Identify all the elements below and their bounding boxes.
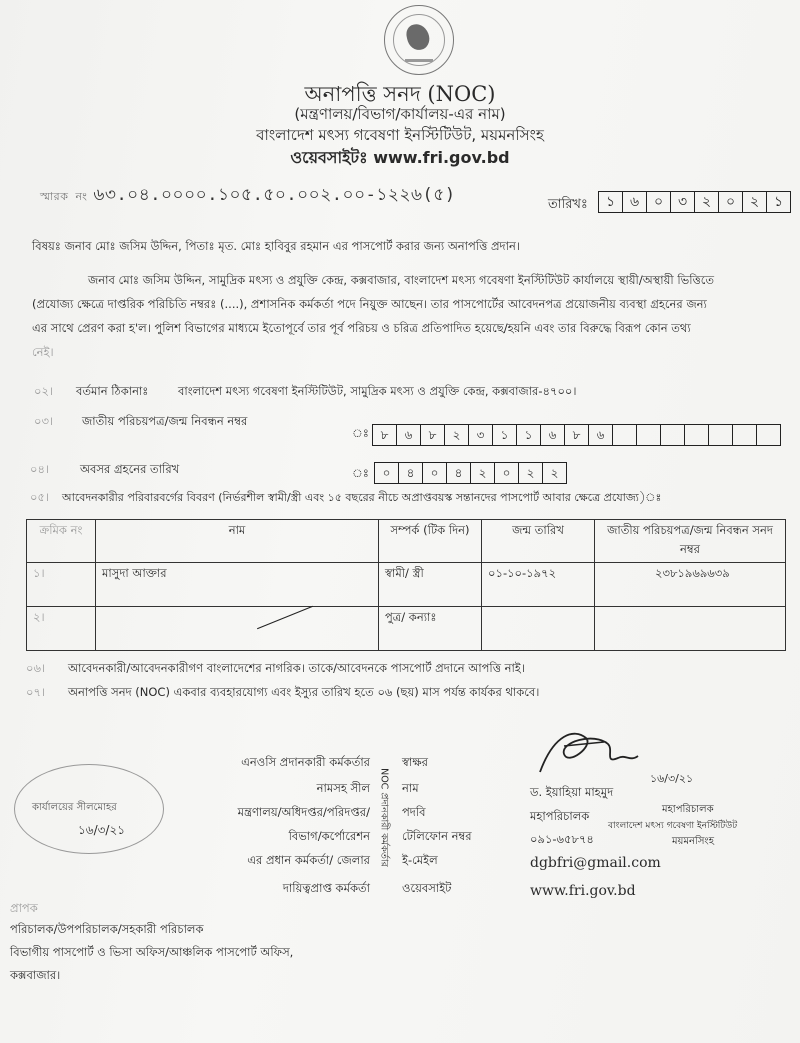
institute-website: ওয়েবসাইটঃ www.fri.gov.bd <box>290 148 510 167</box>
nid-digit-box: ৮ <box>373 425 397 445</box>
signer-line-3: মন্ত্রণালয়/অধিদপ্তর/পরিদপ্তর/ <box>237 805 370 819</box>
nid-digit-box <box>685 425 709 445</box>
family-label: আবেদনকারীর পরিবারবর্গের বিবরণ (নির্ভরশীল স্বামী/স্ত্রী এবং ১৫ বছরের নীচে অপ্রাপ্তবয়স্ক সন্তানদের পাসপোর্ট আবার ক্ষেত্রে প্রযোজ্য)ঃ <box>62 491 662 504</box>
field-designation: পদবি <box>402 805 426 819</box>
col-dob: জন্ম তারিখ <box>482 520 595 563</box>
official-stamp-line-3: ময়মনসিংহ <box>672 836 714 847</box>
retirement-digit-box: ২ <box>550 466 559 480</box>
item-4-number: ০৪। <box>30 462 50 476</box>
date-digit-box: ৩ <box>671 192 695 212</box>
nid-digit-box <box>733 425 757 445</box>
retirement-digit-box: ২ <box>519 463 543 483</box>
recipient-label: প্রাপক <box>10 901 38 915</box>
retirement-digit-box: ০ <box>375 463 399 483</box>
col-nid: জাতীয় পরিচয়পত্র/জন্ম নিবন্ধন সনদ নম্বর <box>595 520 786 563</box>
nid-digit-box: ৩ <box>469 425 493 445</box>
institute-name: বাংলাদেশ মৎস্য গবেষণা ইনস্টিটিউট, ময়মনসিংহ <box>256 126 544 144</box>
signer-line-2: নামসহ সীল <box>316 781 370 795</box>
nid-colon: ঃ <box>352 426 369 440</box>
clause-6: আবেদনকারী/আবেদনকারীগণ বাংলাদেশের নাগরিক। তাকে/আবেদনকে পাসপোর্ট প্রদানে আপত্তি নাই। <box>68 661 525 675</box>
office-seal-label: কার্যালয়ের সীলমোহর <box>32 802 117 813</box>
retirement-colon: ঃ <box>352 466 369 480</box>
signer-line-1: এনওসি প্রদানকারী কর্মকর্তার <box>241 755 370 769</box>
item-5-number: ০৫। <box>30 490 50 504</box>
retirement-digit-box: ০ <box>423 463 447 483</box>
item-7-number: ০৭। <box>26 685 46 699</box>
date-digit-box: ৬ <box>623 192 647 212</box>
date-digit-box: ২ <box>743 192 767 212</box>
retirement-digit-box: ২ <box>471 463 495 483</box>
nid-digit-box <box>757 425 780 445</box>
date-digit-box: ১ <box>773 194 784 210</box>
recipient-line-2: পরিচালক/উপপরিচালক/সহকারী পরিচালক <box>10 922 204 936</box>
nid-digit-box <box>661 425 685 445</box>
cell-dob <box>482 607 595 651</box>
cell-nid <box>595 607 786 651</box>
memo-number-value: ৬৩.০৪.০০০০.১০৫.৫০.০০২.০০-১২২৬(৫) <box>93 185 456 205</box>
cell-name: মাসুদা আক্তার <box>96 563 379 607</box>
item-6-number: ০৬। <box>26 661 46 675</box>
nid-digit-box: ৬ <box>589 425 613 445</box>
retirement-date-boxes <box>374 462 567 484</box>
nid-digit-box: ৬ <box>397 425 421 445</box>
government-seal-icon <box>384 5 454 75</box>
cell-relation: পুত্র/ কন্যাঃ <box>379 607 482 651</box>
retirement-digit-box: ৪ <box>399 463 423 483</box>
cell-name <box>96 607 379 651</box>
cell-nid: ২৩৮১৯৬৯৬৩৯ <box>595 563 786 607</box>
present-address: বাংলাদেশ মৎস্য গবেষণা ইনস্টিটিউট, সামুদ্রিক মৎস্য ও প্রযুক্তি কেন্দ্র, কক্সবাজার-৪৭০০। <box>178 384 577 398</box>
subtitle: (মন্ত্রণালয়/বিভাগ/কার্যালয়-এর নাম) <box>294 105 506 123</box>
nid-digit-box: ৮ <box>565 425 589 445</box>
nid-digit-box <box>709 425 733 445</box>
signer-website: www.fri.gov.bd <box>530 883 636 899</box>
nid-digit-box <box>613 425 637 445</box>
nid-digit-box: ১ <box>493 425 517 445</box>
table-row <box>27 563 786 607</box>
col-serial: ক্রমিক নং <box>27 520 96 563</box>
recipient-line-3: বিভাগীয় পাসপোর্ট ও ভিসা অফিস/আঞ্চলিক পাসপোর্ট অফিস, <box>10 945 294 959</box>
date-digit-box: ২ <box>695 192 719 212</box>
cell-relation: স্বামী/ স্ত্রী <box>379 563 482 607</box>
nid-label: জাতীয় পরিচয়পত্র/জন্ম নিবন্ধন নম্বর <box>82 414 248 428</box>
signer-name: ড. ইয়াহিয়া মাহমুদ <box>530 785 614 799</box>
date-digit-box: ০ <box>719 192 743 212</box>
official-stamp-line-2: বাংলাদেশ মৎস্য গবেষণা ইনস্টিটিউট <box>608 821 738 831</box>
body-line-2: (প্রযোজ্য ক্ষেত্রে দাপ্তরিক পরিচিতি নম্বরঃ (....), প্রশাসনিক কর্মকর্তা পদে নিয়ুক্ত আছেন। তার পাসপোর্টের আবেদনপত্র প্রয়োজনীয় ব্যবস্থা গ্রহনের জন্য <box>32 297 707 311</box>
signer-line-5: এর প্রধান কর্মকর্তা/ জেলার <box>247 853 370 867</box>
col-relation: সম্পর্ক (টিক দিন) <box>379 520 482 563</box>
vertical-label: NOC প্রদানকারী কর্মকর্তার <box>378 768 390 867</box>
signer-designation: মহাপরিচালক <box>530 809 590 823</box>
signature-scribble-icon <box>534 724 654 784</box>
nid-digit-box <box>637 425 661 445</box>
date-box <box>598 191 791 213</box>
body-line-3: এর সাথে প্রেরণ করা হ'ল। পুলিশ বিভাগের মাধ্যমে ইতোপূর্বে তার পূর্ব পরিচয় ও চরিত্র প্রতিপাদিত হয়েছে/হয়নি এবং তার বিরুদ্ধে বিরূপ কোন তথ্য <box>32 321 691 335</box>
table-row <box>27 607 786 651</box>
body-line-4: নেই। <box>32 345 54 359</box>
field-signature: স্বাক্ষর <box>402 755 428 769</box>
memo-prefix: স্মারক নং <box>40 190 88 203</box>
body-line-1: জনাব মোঃ জসিম উদ্দিন, সামুদ্রিক মৎস্য ও প্রযুক্তি কেন্দ্র, কক্সবাজার, বাংলাদেশ মৎস্য গবেষণা ইনস্টিটিউট কার্যালয়ে স্থায়ী/অস্থায়ী ভিত্তিতে <box>88 273 714 287</box>
item-3-number: ০৩। <box>34 414 54 428</box>
nid-digit-box: ১ <box>517 425 541 445</box>
signer-email: dgbfri@gmail.com <box>530 855 661 871</box>
nid-digit-box: ৬ <box>541 425 565 445</box>
nid-number-boxes <box>372 424 781 446</box>
official-stamp-line-1: মহাপরিচালক <box>662 804 714 815</box>
signer-phone: ০৯১-৬৫৮৭৪ <box>530 832 594 846</box>
col-name: নাম <box>96 520 379 563</box>
office-seal-date: ১৬/৩/২১ <box>78 823 126 837</box>
cell-dob: ০১-১০-১৯৭২ <box>482 563 595 607</box>
present-address-label: বর্তমান ঠিকানাঃ <box>76 384 149 398</box>
retirement-digit-box: ৪ <box>447 463 471 483</box>
retirement-date-label: অবসর গ্রহনের তারিখ <box>80 462 180 476</box>
date-digit-box: ০ <box>647 192 671 212</box>
item-2-number: ০২। <box>34 384 54 398</box>
signer-line-4: বিভাগ/কর্পোরেশন <box>288 829 370 843</box>
page-title: অনাপত্তি সনদ (NOC) <box>304 82 496 106</box>
recipient-line-4: কক্সবাজার। <box>10 968 61 982</box>
cell-serial: ২। <box>27 607 96 651</box>
retirement-digit-box: ০ <box>495 463 519 483</box>
table-header-row <box>27 520 786 563</box>
field-name: নাম <box>402 781 419 795</box>
subject-line: বিষয়ঃ জনাব মোঃ জসিম উদ্দিন, পিতাঃ মৃত. মোঃ হাবিবুর রহমান এর পাসপোর্ট করার জন্য অনাপত্তি প্রদান। <box>32 239 520 253</box>
signature-date: ১৬/৩/২১ <box>650 772 694 785</box>
signer-line-6: দায়িত্বপ্রাপ্ত কর্মকর্তা <box>282 881 370 895</box>
field-website: ওয়েবসাইট <box>402 881 452 895</box>
memo-number <box>40 182 456 210</box>
field-email: ই-মেইল <box>402 853 438 867</box>
date-digit-box: ১ <box>599 192 623 212</box>
nid-digit-box: ২ <box>445 425 469 445</box>
cell-serial: ১। <box>27 563 96 607</box>
nid-digit-box: ৮ <box>421 425 445 445</box>
clause-7: অনাপত্তি সনদ (NOC) একবার ব্যবহারযোগ্য এবং ইস্যুর তারিখ হতে ০৬ (ছয়) মাস পর্যন্ত কার্যকর থাকবে। <box>68 685 540 699</box>
date-label: তারিখঃ <box>548 197 588 212</box>
family-table <box>26 519 786 651</box>
field-phone: টেলিফোন নম্বর <box>402 829 472 843</box>
